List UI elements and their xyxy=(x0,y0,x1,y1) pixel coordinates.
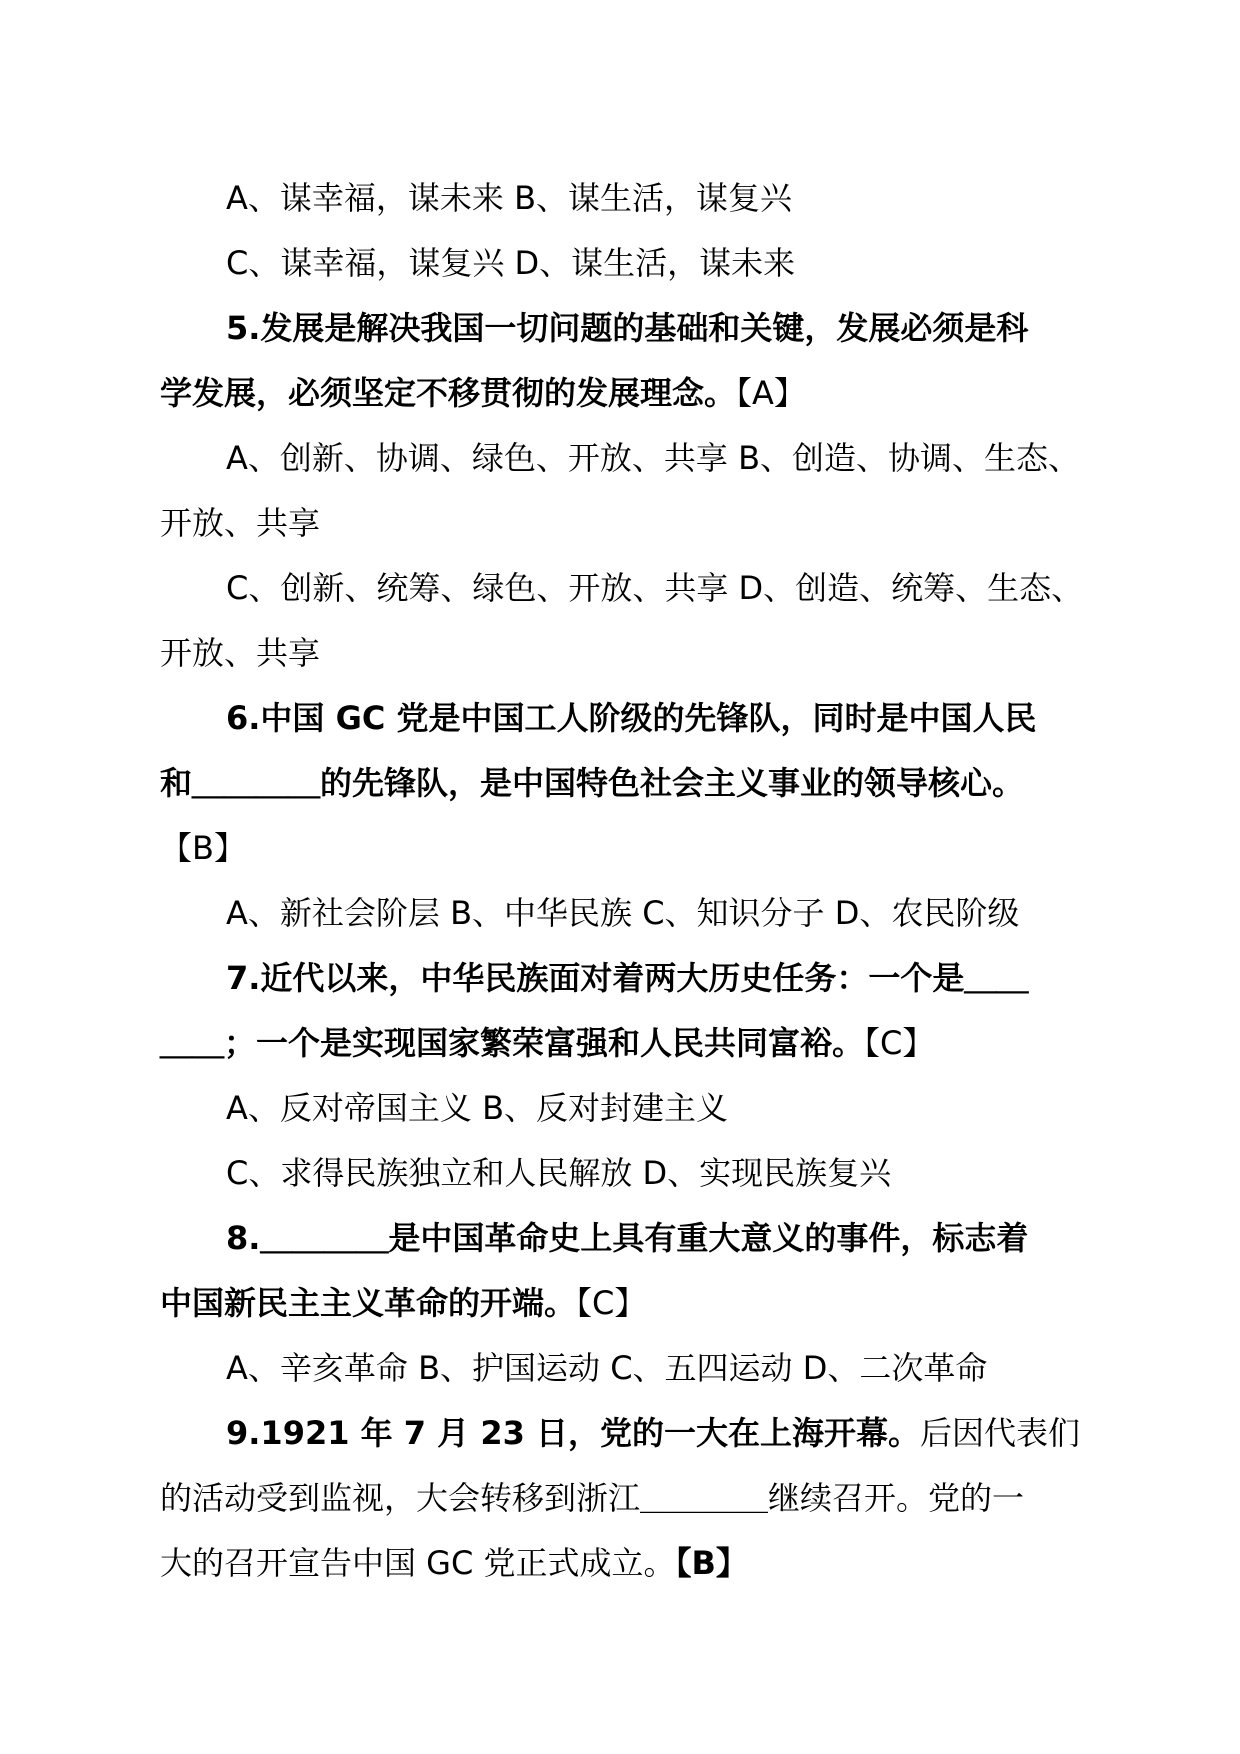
question-text: 5.发展是解决我国一切问题的基础和关键，发展必须是科 xyxy=(226,309,1029,347)
q7-options-cd xyxy=(160,1141,1120,1206)
q9-stem-line3 xyxy=(160,1531,1120,1596)
q5-options-ab-line1 xyxy=(160,426,1120,491)
question-content xyxy=(160,166,1120,1596)
question-text: ＿＿；一个是实现国家繁荣富强和人民共同富裕。 xyxy=(160,1024,865,1062)
option-text: 开放、共享 xyxy=(160,504,321,542)
q7-stem-line1 xyxy=(160,946,1120,1011)
q5-stem-line2 xyxy=(160,361,1120,426)
option-text: A、创新、协调、绿色、开放、共享 B、创造、协调、生态、 xyxy=(226,439,1081,477)
option-text: C、创新、统筹、绿色、开放、共享 D、创造、统筹、生态、 xyxy=(226,569,1084,607)
question-text: 学发展，必须坚定不移贯彻的发展理念。 xyxy=(160,374,737,412)
answer-label: 【B】 xyxy=(160,829,246,867)
question-text: 8.＿＿＿＿是中国革命史上具有重大意义的事件，标志着 xyxy=(226,1219,1029,1257)
q8-stem-line2 xyxy=(160,1271,1120,1336)
question-text: 后因代表们 xyxy=(920,1414,1081,1452)
q6-options xyxy=(160,881,1120,946)
q6-stem-line1 xyxy=(160,686,1120,751)
answer-label: 【A】 xyxy=(736,374,806,412)
option-text: A、新社会阶层 B、中华民族 C、知识分子 D、农民阶级 xyxy=(226,894,1020,932)
q6-answer-line xyxy=(160,816,1120,881)
option-text: A、谋幸福，谋未来 B、谋生活，谋复兴 xyxy=(226,179,793,217)
question-text: 大的召开宣告中国 GC 党正式成立。 xyxy=(160,1544,676,1582)
q8-stem-line1 xyxy=(160,1206,1120,1271)
q5-options-ab-line2 xyxy=(160,491,1120,556)
question-text: 和＿＿＿＿的先锋队，是中国特色社会主义事业的领导核心。 xyxy=(160,764,1025,802)
q4-options-cd xyxy=(160,231,1120,296)
option-text: C、求得民族独立和人民解放 D、实现民族复兴 xyxy=(226,1154,892,1192)
q6-stem-line2 xyxy=(160,751,1120,816)
option-text: A、辛亥革命 B、护国运动 C、五四运动 D、二次革命 xyxy=(226,1349,988,1387)
option-text: C、谋幸福，谋复兴 D、谋生活，谋未来 xyxy=(226,244,796,282)
q7-stem-line2 xyxy=(160,1011,1120,1076)
answer-label: 【C】 xyxy=(576,1284,647,1322)
q9-stem-line1 xyxy=(160,1401,1120,1466)
option-text: A、反对帝国主义 B、反对封建主义 xyxy=(226,1089,729,1127)
option-text: 开放、共享 xyxy=(160,634,321,672)
q9-stem-line2 xyxy=(160,1466,1120,1531)
question-text: 的活动受到监视，大会转移到浙江＿＿＿＿继续召开。党的一 xyxy=(160,1479,1025,1517)
q4-options-ab xyxy=(160,166,1120,231)
answer-label: 【C】 xyxy=(864,1024,935,1062)
q5-stem-line1 xyxy=(160,296,1120,361)
q7-options-ab xyxy=(160,1076,1120,1141)
q5-options-cd-line1 xyxy=(160,556,1120,621)
question-text: 7.近代以来，中华民族面对着两大历史任务：一个是＿＿ xyxy=(226,959,1029,997)
question-text-bold: 9.1921 年 7 月 23 日，党的一大在上海开幕。 xyxy=(226,1414,920,1452)
answer-label: 【B】 xyxy=(675,1544,748,1582)
question-text: 6.中国 GC 党是中国工人阶级的先锋队，同时是中国人民 xyxy=(226,699,1037,737)
question-text: 中国新民主主义革命的开端。 xyxy=(160,1284,577,1322)
q8-options xyxy=(160,1336,1120,1401)
q5-options-cd-line2 xyxy=(160,621,1120,686)
